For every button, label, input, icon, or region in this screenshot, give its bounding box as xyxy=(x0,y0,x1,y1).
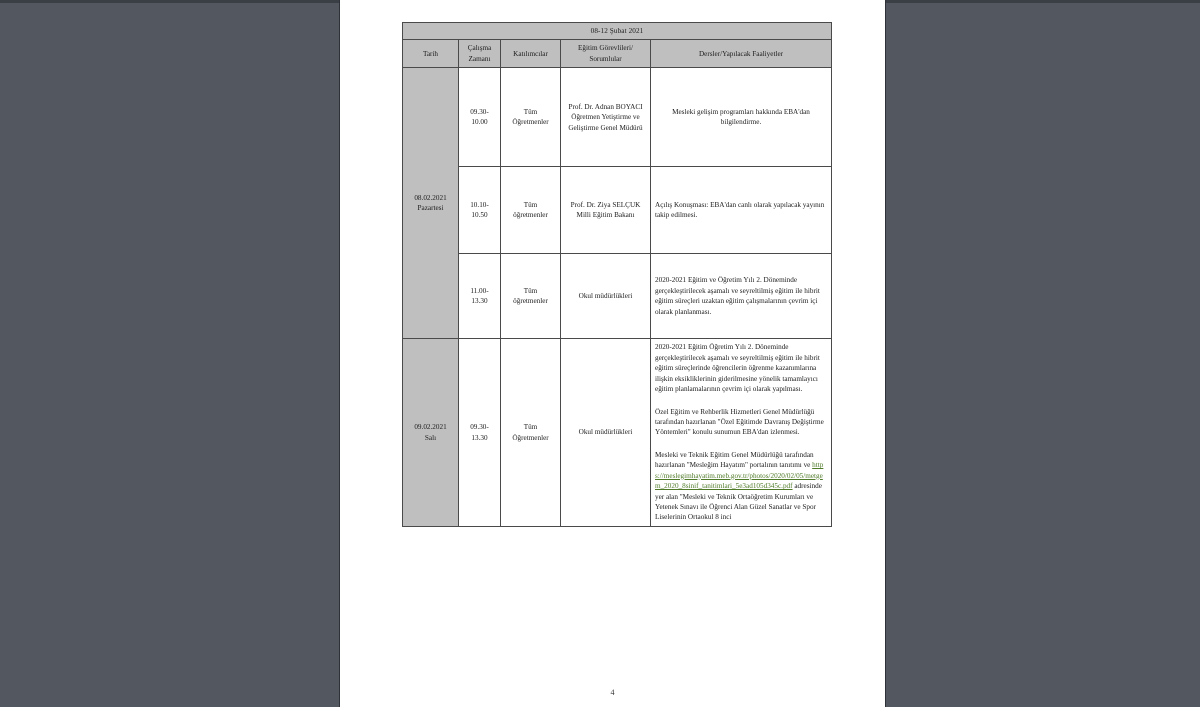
date-cell-day2 xyxy=(403,339,459,527)
date-line1: 09.02.2021 xyxy=(414,423,447,432)
participants-line1: Tüm xyxy=(523,286,538,295)
activity-cell: 2020-2021 Eğitim ve Öğretim Yılı 2. Döneminde gerçekleştirilecek aşamalı ve seyreltilmiş eğitim ile hibrit eğitim süreçleri uzaktan eğitim çalışmalarının çevrim içi olarak planlanması. xyxy=(651,254,832,339)
time-line2: 10.00 xyxy=(471,118,488,127)
table-title-row xyxy=(403,23,832,40)
participants-line2: Öğretmenler xyxy=(512,118,549,127)
time-line2: 10.50 xyxy=(471,211,488,220)
time-cell xyxy=(459,167,501,254)
column-header-time-line1: Çalışma xyxy=(467,44,492,53)
table-row xyxy=(403,167,832,254)
column-header-responsible xyxy=(561,40,651,68)
column-header-date: Tarih xyxy=(403,40,459,68)
time-cell xyxy=(459,254,501,339)
participants-line1: Tüm xyxy=(523,107,538,116)
date-line2: Salı xyxy=(424,433,437,442)
table-row xyxy=(403,339,832,527)
time-line1: 09.30- xyxy=(470,423,489,432)
time-line1: 11.00- xyxy=(470,286,489,295)
activity-cell: Açılış Konuşması: EBA'dan canlı olarak yapılacak yayının takip edilmesi. xyxy=(651,167,832,254)
meslegim-hayatim-link[interactable]: https://meslegimhayatim.meb.gov.tr/photos/2020/02/05/metgem_2020_8sinif_tanitimlari_5e3ad105d345c.pdf xyxy=(655,461,824,491)
participants-line1: Tüm xyxy=(523,200,538,209)
column-header-time-line2: Zamanı xyxy=(468,54,491,63)
table-row xyxy=(403,68,832,167)
activity-paragraph-3-after: adresinde yer alan "Mesleki ve Teknik Ortaöğretim Kurumları ve Yetenek Sınavı ile Öğrenci Alan Güzel Sanatlar ve Spor Liselerinin Ortaokul 8 inci xyxy=(655,482,822,522)
responsible-cell: Okul müdürlükleri xyxy=(561,254,651,339)
date-cell-day1 xyxy=(403,68,459,339)
activity-cell xyxy=(651,339,832,527)
participants-line2: öğretmenler xyxy=(513,297,548,306)
activity-cell: Mesleki gelişim programları hakkında EBA'dan bilgilendirme. xyxy=(651,68,832,167)
time-line1: 09.30- xyxy=(470,107,489,116)
document-page xyxy=(340,0,885,707)
time-cell xyxy=(459,68,501,167)
responsible-cell: Okul müdürlükleri xyxy=(561,339,651,527)
responsible-cell: Prof. Dr. Ziya SELÇUK Milli Eğitim Bakanı xyxy=(561,167,651,254)
participants-line2: Öğretmenler xyxy=(512,433,549,442)
date-line2: Pazartesi xyxy=(417,204,444,213)
participants-line2: öğretmenler xyxy=(513,211,548,220)
time-line2: 13.30 xyxy=(471,297,488,306)
participants-cell xyxy=(501,167,561,254)
column-header-time xyxy=(459,40,501,68)
activity-paragraph-3 xyxy=(655,450,827,523)
page-number: 4 xyxy=(610,688,615,697)
date-line1: 08.02.2021 xyxy=(414,193,447,202)
time-cell xyxy=(459,339,501,527)
participants-cell xyxy=(501,68,561,167)
time-line2: 13.30 xyxy=(471,433,488,442)
activity-paragraph-1: 2020-2021 Eğitim Öğretim Yılı 2. Döneminde gerçekleştirilecek aşamalı ve seyreltilmiş eğitim ile hibrit eğitim süreçlerinde öğrencilerin öğrenme kazanımlarına ilişkin eksikliklerinin giderilmesine yönelik tamamlayıcı eğitim planlamalarının çevrim içi olarak yapılması. xyxy=(655,343,820,394)
responsible-cell: Prof. Dr. Adnan BOYACI Öğretmen Yetiştirme ve Geliştirme Genel Müdürü xyxy=(561,68,651,167)
table-title: 08-12 Şubat 2021 xyxy=(403,23,832,40)
column-header-responsible-line1: Eğitim Görevlileri/ xyxy=(578,44,633,53)
activity-paragraph-3-before: Mesleki ve Teknik Eğitim Genel Müdürlüğü tarafından hazırlanan "Mesleğim Hayatım" portalının tanıtımı ve xyxy=(655,450,814,470)
activity-paragraph-2: Özel Eğitim ve Rehberlik Hizmetleri Genel Müdürlüğü tarafından hazırlanan "Özel Eğitimde Davranış Değiştirme Yöntemleri" konulu sunumun EBA'dan izlenmesi. xyxy=(655,407,824,437)
column-header-responsible-line2: Sorumlular xyxy=(589,54,622,63)
participants-cell xyxy=(501,254,561,339)
table-header-row xyxy=(403,40,832,68)
column-header-activities: Dersler/Yapılacak Faaliyetler xyxy=(651,40,832,68)
table-row xyxy=(403,254,832,339)
schedule-table xyxy=(402,22,832,527)
participants-cell xyxy=(501,339,561,527)
participants-line1: Tüm xyxy=(523,423,538,432)
column-header-participants: Katılımcılar xyxy=(501,40,561,68)
time-line1: 10.10- xyxy=(470,200,489,209)
